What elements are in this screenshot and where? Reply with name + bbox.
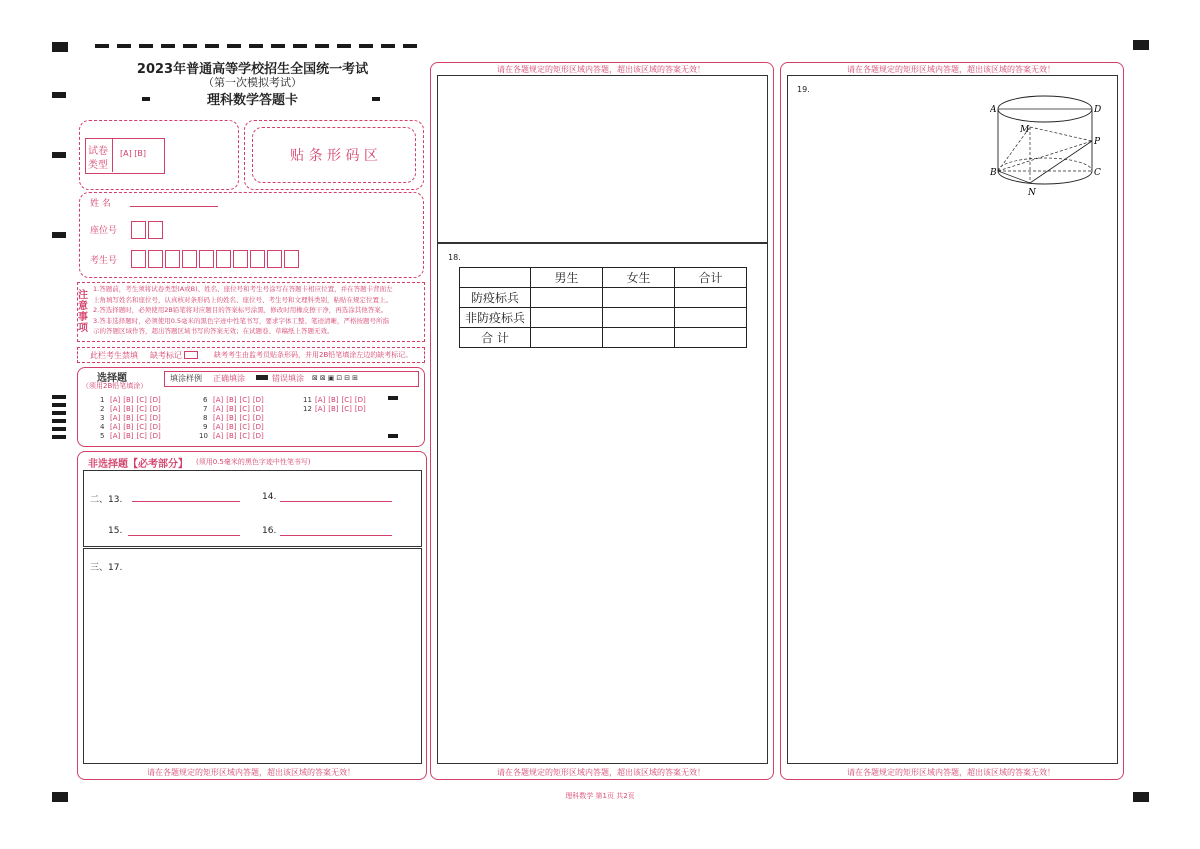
table-cell[interactable] [603,288,675,308]
table-cell[interactable] [675,288,747,308]
q14-answer-line[interactable] [280,501,392,502]
notes-line: 3.答非选择题时，必须使用0.5毫米的黑色字迹中性笔书写，要求字体工整、笔迹清晰，严格按题号所指 [93,316,390,325]
table-row [460,288,747,308]
q17-continued-area[interactable] [437,75,768,243]
point-b-label: B [990,168,997,178]
point-c-label: C [1094,168,1101,178]
seat-boxes[interactable] [131,219,165,239]
absent-mark-box[interactable] [184,351,198,359]
q19-label: 19. [797,85,810,94]
mc-question-12[interactable]: 12 [A] [B] [C] [D] [303,405,366,413]
name-field[interactable] [130,206,218,207]
timing-mark [52,427,66,431]
q16-label: 16. [262,526,277,536]
paper-type-label-1: 试卷 [88,146,108,157]
notes-side-label: 注意事项 [78,290,88,334]
table-cell [460,268,531,288]
warning-col3-bottom: 请在各题规定的矩形区域内答题，超出该区域的答案无效！ [847,768,1055,777]
non-mc-title: 非选择题【必考部分】 [88,459,188,470]
corner-mark-bottom-left [52,792,68,802]
timing-mark [52,92,66,98]
warning-col3-top: 请在各题规定的矩形区域内答题，超出该区域的答案无效！ [847,65,1055,74]
point-m-label: M [1020,125,1030,135]
mc-hint: （须用2B铅笔填涂） [82,382,148,390]
absent-mark-label: 缺考标记 [150,351,182,360]
table-row [460,308,747,328]
notes-line: 上角填写姓名和座位号，认真核对条形码上的姓名、座位号、考生号和文理科类别，粘贴在规定位置上。 [93,295,392,304]
warning-col2-top: 请在各题规定的矩形区域内答题，超出该区域的答案无效！ [497,65,705,74]
table-cell[interactable] [603,328,675,348]
q16-answer-line[interactable] [280,535,392,536]
timing-mark [52,403,66,407]
cylinder-figure [990,95,1110,205]
table-cell[interactable] [675,308,747,328]
table-row [460,328,747,348]
mc-question-4[interactable]: 4 [A] [B] [C] [D] [100,423,161,431]
mc-question-2[interactable]: 2 [A] [B] [C] [D] [100,405,161,413]
wrong-fill-samples: ⊠⊠▣⊡⊟⊞ [312,374,360,382]
paper-type-divider [112,138,113,172]
fill-example-label: 填涂样例 [170,374,202,383]
q17-answer-area[interactable] [83,548,422,764]
timing-mark [52,435,66,439]
table-cell[interactable] [675,328,747,348]
q18-table [459,267,747,348]
table-row-label: 防疫标兵 [460,288,531,308]
mc-question-8[interactable]: 8 [A] [B] [C] [D] [203,414,264,422]
corner-mark-top-right [1133,40,1149,50]
page-footer: 理科数学 第1页 共2页 [565,792,635,800]
timing-mark [52,419,66,423]
correct-fill-label: 正确填涂 [213,374,245,383]
mc-question-10[interactable]: 10 [A] [B] [C] [D] [199,432,264,440]
correct-fill-sample [256,375,268,380]
timing-mark [52,152,66,158]
mc-question-11[interactable]: 11 [A] [B] [C] [D] [303,396,366,404]
q13-label: 二、13. [90,495,123,505]
warning-col1: 请在各题规定的矩形区域内答题，超出该区域的答案无效！ [147,768,355,777]
exam-subtitle: （第一次模拟考试） [203,76,302,89]
warning-col2-bottom: 请在各题规定的矩形区域内答题，超出该区域的答案无效！ [497,768,705,777]
q15-label: 15. [108,526,123,536]
mc-question-6[interactable]: 6 [A] [B] [C] [D] [203,396,264,404]
paper-type-options[interactable]: [A] [B] [120,149,146,158]
q15-answer-line[interactable] [128,535,240,536]
notes-line: 2.答选择题时，必须使用2B铅笔将对应题目的答案标号涂黑，修改时用橡皮擦干净，再选涂其他答案。 [93,306,388,314]
corner-mark-bottom-right [1133,792,1149,802]
table-header-cell: 女生 [603,268,675,288]
exam-no-label: 考生号 [90,256,118,266]
mc-question-1[interactable]: 1 [A] [B] [C] [D] [100,396,161,404]
table-cell[interactable] [531,308,603,328]
mc-title: 选择题 [97,373,127,384]
barcode-label: 贴 条 形 码 区 [290,148,378,164]
point-p-label: P [1094,137,1101,147]
table-header-cell: 合计 [675,268,747,288]
corner-mark-top-left [52,42,68,52]
table-cell[interactable] [531,288,603,308]
exam-title: 2023年普通高等学校招生全国统一考试 [136,62,369,77]
name-label: 姓 名 [90,199,111,209]
seat-label: 座位号 [90,226,118,236]
mc-question-5[interactable]: 5 [A] [B] [C] [D] [100,432,161,440]
paper-type-label-2: 类型 [88,160,108,171]
mc-question-9[interactable]: 9 [A] [B] [C] [D] [203,423,264,431]
non-mc-hint: (须用0.5毫米的黑色字迹中性笔书写) [196,458,311,466]
mc-question-7[interactable]: 7 [A] [B] [C] [D] [203,405,264,413]
q14-label: 14. [262,492,277,502]
table-row-label: 非防疫标兵 [460,308,531,328]
table-header-cell: 男生 [531,268,603,288]
timing-mark [52,395,66,399]
timing-mark [52,411,66,415]
point-a-label: A [990,105,997,115]
absent-label: 此栏考生禁填 [90,351,138,360]
table-row [460,268,747,288]
q18-label: 18. [448,253,461,262]
notes-line: 1.答题前，考生须将试卷类型(A或B)、姓名、座位号和考生号涂写在答题卡相应位置，并在答题卡背面左 [93,285,393,293]
title-mark-right [372,97,380,101]
table-cell[interactable] [531,328,603,348]
timing-mark [52,232,66,238]
card-name: 理科数学答题卡 [206,93,298,108]
wrong-fill-label: 错误填涂 [272,374,304,383]
point-d-label: D [1094,105,1102,115]
absent-instruction: 缺考考生由监考员贴条形码，并用2B铅笔填涂左边的缺考标记。 [214,351,413,359]
exam-no-boxes[interactable] [131,248,301,268]
q17-label: 三、17. [90,563,123,573]
table-cell[interactable] [603,308,675,328]
table-row-label: 合 计 [460,328,531,348]
point-n-label: N [1028,188,1036,198]
notes-line: 示的答题区域作答，超出答题区域书写的答案无效；在试题卷、草稿纸上答题无效。 [93,327,334,335]
mc-question-3[interactable]: 3 [A] [B] [C] [D] [100,414,161,422]
q13-answer-line[interactable] [132,501,240,502]
notes-text [93,284,393,337]
